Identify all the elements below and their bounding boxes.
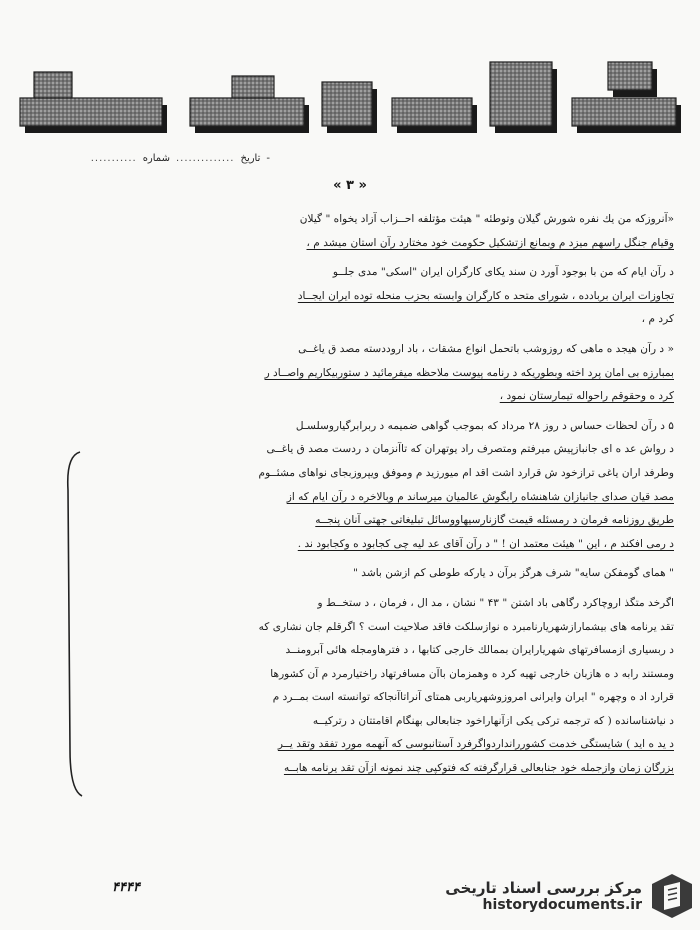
- text-line: اگرخد متگذ اروچاکرد رگاهی باد اشتن " ۴۳ " نشان ، مد ال ، فرمان ، د ستخــط و: [317, 596, 674, 609]
- number-label: شماره: [142, 152, 170, 164]
- text-line: د ربسیاری ازمسافرتهای شهریارایران بممالك خارجی کتابها ، د فترهاومجله هائی آبرومنــد: [285, 644, 674, 657]
- paragraph-2: [74, 261, 674, 332]
- text-line: طریق روزنامه فرمان د رمسئله قیمت گازنارسیهاووسائل تبلیغاتی جهتی آنان پنجــه: [315, 514, 674, 527]
- text-line: «آنروزکه من یك نفره شورش گیلان وتوطئه " هیئت مؤتلفه احــزاب آزاد یخواه " گیلان: [299, 213, 674, 225]
- text-line: د رمی افکند م ، این " هیئت معتمد ان ! " د رآن آقای عد لیه چی کجابود ه وکجابود ند .: [297, 537, 674, 550]
- text-line: بمبارزه بی امان پرد اخته وبطوریکه د رنامه پیوست ملاحظه میفرمائید د ستوربیکاریم واصــاد ر: [264, 366, 674, 379]
- text-line: تقد یرنامه های بیشمارازشهریارنامبرد ه نوازسلکت فاقد صلاحیت است ؟ اگرقلم جان نشاری که: [258, 620, 674, 633]
- text-line: ۵ د رآن لحظات حساس د روز ۲۸ مرداد که بموجب گواهی ضمیمه د ربرابرگیاروسلسـل: [295, 419, 674, 432]
- text-line: کرد م ،: [641, 313, 674, 326]
- text-line: " همای گومفکن سایه" شرف هرگز برآن د یارکه طوطی کم ازشن باشد ": [353, 567, 674, 580]
- watermark-title: مرکز بررسی اسناد تاریخی: [445, 879, 642, 897]
- watermark-url: historydocuments.ir: [482, 897, 642, 913]
- archive-watermark: [414, 868, 694, 924]
- text-line: بزرگان زمان وازجمله خود جنابعالی قرارگرفته که فتوکپی چند نمونه ازآن تقد یرنامه هابــه: [283, 762, 674, 775]
- text-line: « د رآن هیجد ه ماهی که روزوشب باتحمل انواع مشقات ، باد اروددسته مصد ق یاغــی: [298, 342, 674, 355]
- paragraph-1: [74, 208, 674, 255]
- margin-bracket-mark: [62, 450, 84, 798]
- newspaper-masthead: [12, 42, 688, 146]
- letter-body: [74, 208, 674, 787]
- text-line: د رواش عد ه ای جانبازپیش میرفتم ومتصرف راد یوتهران که تاآنزمان د ردست مصد ق یاغــی: [266, 443, 674, 456]
- archive-logo-icon: [650, 872, 694, 920]
- paragraph-4: [74, 415, 674, 557]
- page-number: « ۳ »: [333, 178, 367, 193]
- text-line: تجاوزات ایران بربادده ، شورای متحد ه کارگران وابسته بحزب منحله توده ایران ایجــاد: [297, 289, 674, 302]
- handwritten-mark: ۴۴۴۴: [112, 880, 140, 895]
- masthead-title: خورستان: [346, 141, 354, 143]
- text-line: د ید ه اید ) شایستگی خدمت کشوررانداردواگرفرد آستانبوسی که آنهمه مورد تفقد وتقد یــر: [277, 738, 674, 751]
- text-line: د نیاشناسانده ( که ترجمه ترکی یکی ازآنهاراخود جنابعالی بهنگام اقامتتان د رترکیــه: [312, 714, 674, 727]
- text-line: وطرفد اران یاغی ترازخود ش قرارد اشت اقد ام میورزید م وموفق ویپروزبجای نواهای مشئــوم: [258, 466, 674, 479]
- date-label: تاریخ: [240, 152, 261, 164]
- paragraph-6: [74, 592, 674, 781]
- header-fields: - تاریخ .............. شماره ...........: [90, 152, 270, 164]
- text-line: مصد قیان صدای جانبازان شاهنشاه رابگوش عالمیان میرساند م وبالاخره د رآن ایام که از: [286, 490, 674, 503]
- text-line: قرارد اد ه وچهره " ایران وایرانی امروزوشهریاربی همتای آنراتاآنجاکه توانسته است بمــرد م: [272, 691, 674, 704]
- text-line: وقیام جنگل راسهم میزد م وبمانع ازتشکیل حکومت خود مختارد رآن استان میشد م ،: [306, 236, 674, 249]
- masthead-logo: [12, 42, 688, 146]
- paragraph-5: [74, 562, 674, 586]
- paragraph-3: [74, 338, 674, 409]
- text-line: کرد ه وحقوقم راحواله تیمارستان نمود ،: [499, 390, 674, 403]
- text-line: د رآن ایام که من با بوجود آورد ن سند یکای کارگران ایران "اسکی" مدی جلــو: [332, 266, 674, 279]
- text-line: ومستند رابه د ه هازبان خارجی تهیه کرد ه وهمزمان باآن مسافرتهاد راختیارمرد م آن کشورها: [270, 667, 674, 680]
